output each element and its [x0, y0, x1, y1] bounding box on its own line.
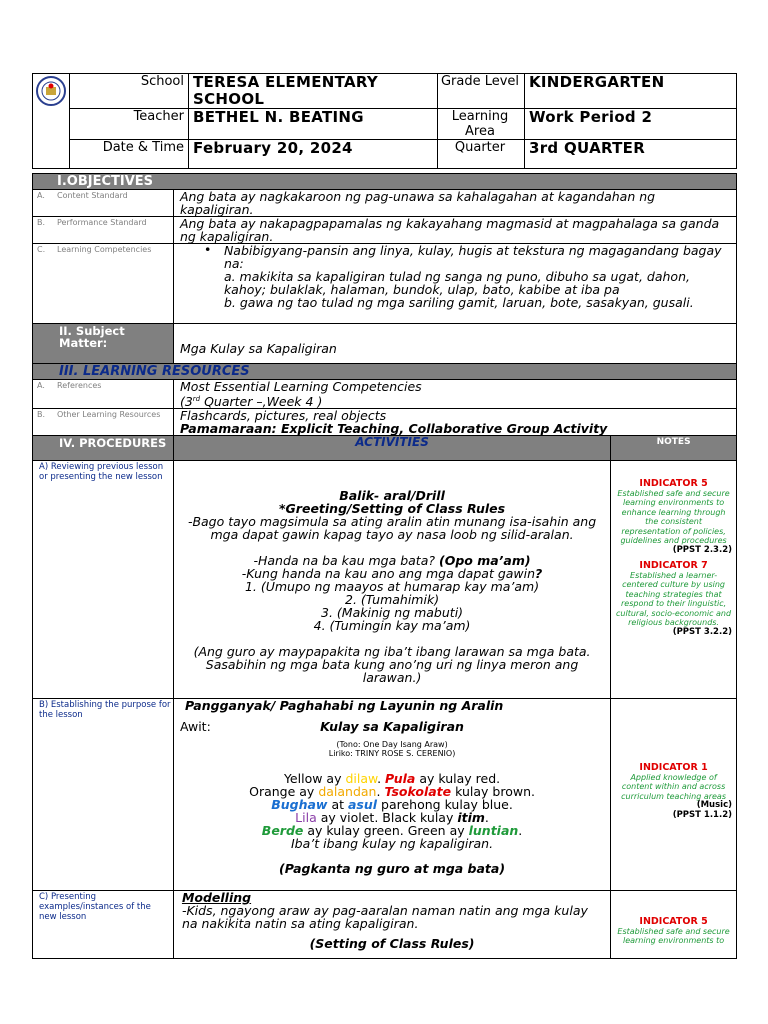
learning-area-label: Learning Area [438, 109, 525, 140]
objectives-heading: I.OBJECTIVES [33, 174, 737, 190]
activities-heading: ACTIVITIES [173, 436, 610, 461]
row-a-label: A) Reviewing previous lesson or presenting the new lesson [33, 461, 174, 699]
school-label: School [70, 74, 189, 109]
row-b-label: B) Establishing the purpose for the lesson [33, 699, 174, 891]
row-a-notes: INDICATOR 5 Established safe and secure learning environments to enhance learning through the consistent representation of policies, guidelines and procedures (PPST 2.3.2) INDICATOR 7 Established a learner-centered culture by using teaching strategies that respond to their linguistic, cultural, socio-economic and religious backgrounds. (PPST 3.2.2) [611, 461, 737, 699]
performance-standard-label: B. Performance Standard [33, 217, 174, 244]
school-value: TERESA ELEMENTARY SCHOOL [189, 74, 438, 109]
subject-matter-value: Mga Kulay sa Kapaligiran [173, 324, 736, 364]
row-c-activity: Modelling -Kids, ngayong araw ay pag-aaralan naman natin ang mga kulay na nakikita natin sa ating kapaligiran. (Setting of Class Rules) [173, 891, 610, 959]
row-c-label: C) Presenting examples/instances of the new lesson [33, 891, 174, 959]
learning-competencies-text: • Nabibigyang-pansin ang linya, kulay, hugis at tekstura ng magagandang bagay na: a. makikita sa kapaligiran tulad ng sanga ng puno, dibuho sa ugat, dahon, kahoy; bulaklak, halaman, bundok, ulap, bato, kabibe at iba pa b. gawa ng tao tulad ng mga sariling gamit, laruan, bote, sasakyan, gusali. [173, 244, 736, 324]
learning-area-value: Work Period 2 [525, 109, 737, 140]
deped-seal-cell [33, 74, 70, 169]
performance-standard-text: Ang bata ay nakapagpapamalas ng kakayahang magmasid at magpahalaga sa ganda ng kapaligiran. [173, 217, 736, 244]
content-standard-text: Ang bata ay nagkakaroon ng pag-unawa sa kahalagahan at kagandahan ng kapaligiran. [173, 190, 736, 217]
teacher-value: BETHEL N. BEATING [189, 109, 438, 140]
other-resources-text: Flashcards, pictures, real objects Pamamaraan: Explicit Teaching, Collaborative Group Activity [173, 409, 736, 436]
quarter-value: 3rd QUARTER [525, 140, 737, 169]
lesson-plan-table [32, 173, 737, 959]
quarter-label: Quarter [438, 140, 525, 169]
row-b-notes: INDICATOR 1 Applied knowledge of content within and across curriculum teaching areas (Music) (PPST 1.1.2) [611, 699, 737, 891]
date-label: Date & Time [70, 140, 189, 169]
row-a-activity: Balik- aral/Drill *Greeting/Setting of Class Rules -Bago tayo magsimula sa ating aralin atin munang isa-isahin ang mga dapat gawin kapag tayo ay nasa loob ng silid-aralan. -Handa na ba kau mga bata? (Opo ma’am) -Kung handa na kau ano ang mga dapat gawin? 1. (Umupo ng maayos at humarap kay ma’am) 2. (Tumahimik) 3. (Makinig ng mabuti) 4. (Tumingin kay ma’am) (Ang guro ay maypapakita ng iba’t ibang larawan sa mga bata. Sasabihin ng mga bata kung ano’ng uri ng linya meron ang larawan.) [173, 461, 610, 699]
notes-heading: NOTES [611, 436, 737, 461]
deped-seal-icon [34, 74, 68, 108]
date-value: February 20, 2024 [189, 140, 438, 169]
other-resources-label: B. Other Learning Resources [33, 409, 174, 436]
procedures-label: IV. PROCEDURES [33, 436, 174, 461]
content-standard-label: A. Content Standard [33, 190, 174, 217]
row-b-activity: Pangganyak/ Paghahabi ng Layunin ng Aralin Awit: Kulay sa Kapaligiran (Tono: One Day Isang Araw) Liriko: TRINY ROSE S. CERENIO) Yellow ay dilaw. Pula ay kulay red. Orange ay dalandan. Tsokolate kulay brown. Bughaw at asul parehong kulay blue. Lila ay violet. Black kulay itim. Berde ay kulay green. Green ay luntian. Iba’t ibang kulay ng kapaligiran. (Pagkanta ng guro at mga bata) [173, 699, 610, 891]
subject-matter-label: II. Subject Matter: [33, 324, 174, 364]
teacher-label: Teacher [70, 109, 189, 140]
learning-competencies-label: C. Learning Competencies [33, 244, 174, 324]
row-c-notes: INDICATOR 5 Established safe and secure learning environments to [611, 891, 737, 959]
grade-label: Grade Level [438, 74, 525, 109]
bullet-icon: • [203, 242, 212, 257]
references-text: Most Essential Learning Competencies (3rd Quarter –,Week 4 ) [173, 380, 736, 409]
grade-value: KINDERGARTEN [525, 74, 737, 109]
header-table [32, 73, 737, 169]
learning-resources-heading: III. LEARNING RESOURCES [33, 364, 737, 380]
references-label: A. References [33, 380, 174, 409]
